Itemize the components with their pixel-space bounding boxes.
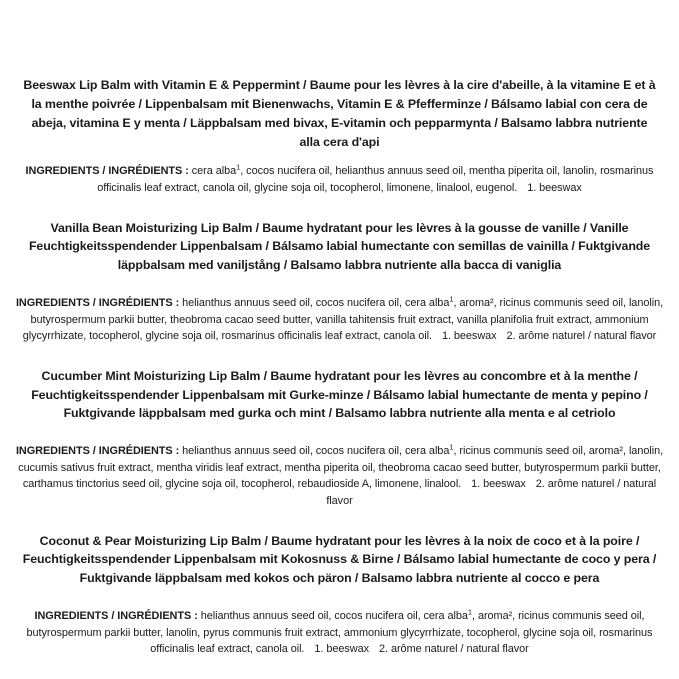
ingredients-text-part2: , aroma², ricinus communis seed oil, butyrospermum parkii butter, lanolin, pyrus communis fruit extract, ammonium glycyrrhizate, tocopherol, glycine soja oil, rosmarinus officinalis leaf extract, canola oil. [26, 610, 653, 656]
ingredients-text-part1: cera alba [191, 165, 237, 178]
footnote-1: 1. beeswax [527, 181, 582, 194]
ingredients-footnote-marker: 1 [467, 607, 472, 617]
ingredients-footnote-marker: 1 [236, 162, 241, 172]
ingredients-line [12, 163, 667, 196]
footnote-1: 1. beeswax [441, 330, 497, 343]
ingredients-text-part1: helianthus annuus seed oil, cocos nucifera oil, cera alba [182, 445, 450, 458]
product-block [8, 532, 671, 658]
ingredients-footnote-marker: 1 [449, 294, 454, 304]
ingredients-text-part2: , ricinus communis seed oil, aroma², lanolin, cucumis sativus fruit extract, mentha viridis leaf extract, mentha piperita oil, theobroma cacao seed butter, butyrospermum parkii butter, carthamus tinctorius seed oil, glycine soja oil, tocopherol, rebaudioside A, limonene, linalool. [18, 445, 664, 491]
footnote-2: 2. arôme naturel / natural flavor [506, 330, 657, 343]
ingredients-footnote-marker: 1 [449, 442, 454, 452]
product-block [8, 76, 671, 197]
footnote-2: 2. arôme naturel / natural flavor [326, 478, 657, 507]
ingredients-line [12, 443, 667, 509]
ingredients-label: INGREDIENTS / INGRÉDIENTS : [15, 445, 180, 458]
product-title: Coconut & Pear Moisturizing Lip Balm / Baume hydratant pour les lèvres à la noix de coco et à la poire / Feuchtigkeitsspendender Lippenbalsam mit Kokosnuss & Birne / Bálsamo labial humectante de coco y pera / Fuktgivande läppbalsam med kokos och päron / Balsamo labbra nutriente al cocco e pera [22, 533, 657, 586]
footnote-2: 2. arôme naturel / natural flavor [379, 643, 529, 656]
ingredients-text-part2: , aroma², ricinus communis seed oil, lanolin, butyrospermum parkii butter, theobroma cacao seed butter, vanilla tahitensis fruit extract, vanilla planifolia fruit extract, ammonium glycyrrhizate, tocopherol, glycine soja oil, rosmarinus officinalis leaf extract, canola oil. [22, 297, 664, 343]
ingredients-label: INGREDIENTS / INGRÉDIENTS : [15, 297, 180, 310]
ingredients-line [12, 295, 667, 345]
ingredients-line [12, 608, 667, 658]
product-block [8, 367, 671, 510]
product-title: Vanilla Bean Moisturizing Lip Balm / Baume hydratant pour les lèvres à la gousse de vanille / Vanille Feuchtigkeitsspendender Lippenbalsam / Bálsamo labial humectante con semillas de vainilla / Fuktgivande läppbalsam med vaniljstång / Balsamo labbra nutriente alla bacca di vaniglia [28, 220, 651, 273]
footnote-1: 1. beeswax [471, 478, 526, 491]
product-block [8, 219, 671, 345]
product-title: Beeswax Lip Balm with Vitamin E & Peppermint / Baume pour les lèvres à la cire d'abeille, à la vitamine E et à la menthe poivrée / Lippenbalsam mit Bienenwachs, Vitamin E & Pfefferminze / Bálsamo labial con cera de abeja, vitamina E y menta / Läppbalsam med bivax, E-vitamin och pepparmynta / Balsamo labbra nutriente alla cera d'api [23, 78, 656, 149]
ingredients-text-part1: helianthus annuus seed oil, cocos nucifera oil, cera alba [200, 610, 468, 623]
ingredients-label: INGREDIENTS / INGRÉDIENTS : [34, 610, 198, 623]
footnote-1: 1. beeswax [314, 643, 370, 656]
product-title: Cucumber Mint Moisturizing Lip Balm / Baume hydratant pour les lèvres au concombre et à la menthe / Feuchtigkeitsspendender Lippenbalsam mit Gurke-minze / Bálsamo labial humectante de menta y pepino / Fuktgivande läppbalsam med gurka och mint / Balsamo labbra nutriente alla menta e al cetriolo [31, 368, 648, 421]
ingredients-text-part2: , cocos nucifera oil, helianthus annuus seed oil, mentha piperita oil, lanolin, rosmarinus officinalis leaf extract, canola oil, glycine soja oil, tocopherol, limonene, linalool, eugenol. [97, 165, 654, 194]
ingredients-label: INGREDIENTS / INGRÉDIENTS : [25, 165, 189, 178]
ingredients-text-part1: helianthus annuus seed oil, cocos nucifera oil, cera alba [182, 297, 450, 310]
